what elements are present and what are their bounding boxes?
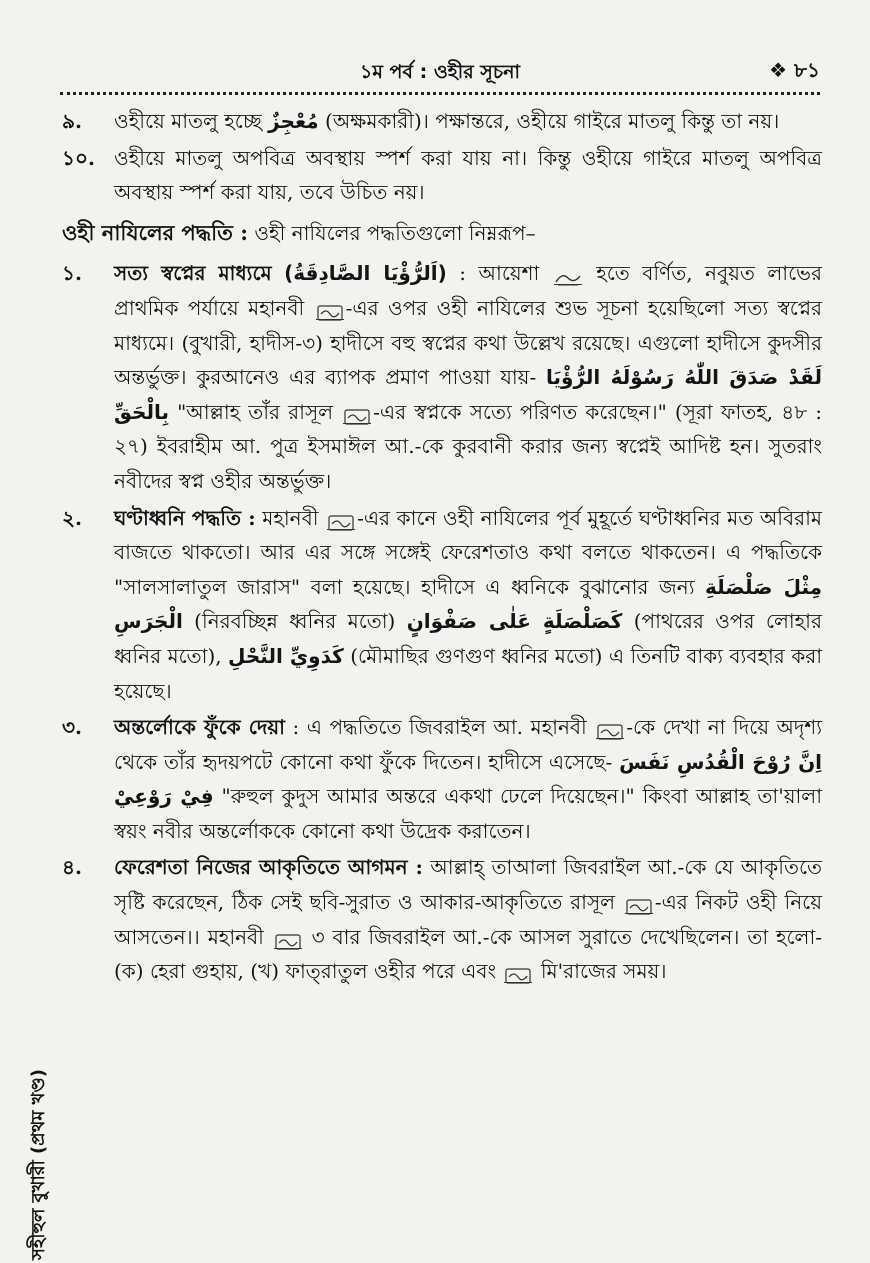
header-dotted-rule xyxy=(60,92,820,95)
chapter-title: ১ম পর্ব : ওহীর সূচনা xyxy=(360,61,520,83)
method-item-2 xyxy=(62,501,822,709)
arabic-text: كَصَلْصَلَةٍ عَلٰى صَفْوَانٍ xyxy=(406,609,623,634)
arabic-text: (اَلرُّؤْيَا الصَّادِقَةُ) xyxy=(284,261,447,286)
item-number: ১. xyxy=(62,261,82,286)
page-number: ❖ ৮১ xyxy=(769,58,820,82)
text-run: (নিরবচ্ছিন্ন ধ্বনির মতো) xyxy=(182,609,407,634)
text-run: -কে দেখা না দিয়ে অদৃশ্য থেকে তাঁর হৃদয়পটে কোনো কথা ফুঁকে দিতেন। হাদীসে এসেছে- xyxy=(114,715,822,774)
list-item-10 xyxy=(62,141,822,210)
text-run: -এর কানে ওহী নাযিলের পূর্ব মুহূর্তে ঘণ্টাধ্বনির মত অবিরাম বাজতে থাকতো। আর এর সঙ্গে সঙ্গেই ফেরেশতাও কথা বলতে থাকতেন। এ পদ্ধতিকে "সালসালাতুল জারাস" বলা হয়েছে। হাদীসে এ ধ্বনিকে বুঝানোর জন্য xyxy=(114,505,822,599)
item-text xyxy=(114,104,822,139)
text-run: হতে বর্ণিত, নবুয়ত লাভের প্রাথমিক পর্যায়ে মহানবী xyxy=(114,261,823,320)
arabic-text: مُعْجِزٌ xyxy=(268,109,319,133)
text-run: (পাথরের ওপর লোহার ধ্বনির মতো), xyxy=(114,609,822,668)
book-title-vertical: সহীহুল বুখারী (প্রথম খণ্ড) xyxy=(28,1069,49,1260)
item-text xyxy=(114,850,822,988)
item-number: ৩. xyxy=(62,715,82,740)
page-content xyxy=(62,104,822,989)
item-number: ১০. xyxy=(62,145,95,170)
text-run: (মৌমাছির গুণগুণ ধ্বনির মতো) এ তিনটি বাক্য ব্যবহার করা হয়েছে। xyxy=(114,643,822,703)
text-run: : আয়েশা xyxy=(446,261,552,286)
arabic-text: مِثْلَ صَلْصَلَةِ الْجَرَسِ xyxy=(114,574,822,634)
method-heading: অন্তর্লোকে ফুঁকে দেয়া xyxy=(114,715,285,740)
salallahu-alaihi-wasallam-seal-icon xyxy=(316,299,344,320)
salallahu-alaihi-wasallam-seal-icon xyxy=(625,893,653,914)
section-text: ওহী নাযিলের পদ্ধতিগুলো নিম্নরূপ– xyxy=(247,220,536,245)
list-item-9 xyxy=(62,104,822,139)
page-header xyxy=(60,52,820,92)
salallahu-alaihi-wasallam-seal-icon xyxy=(274,928,302,949)
method-item-4 xyxy=(62,850,822,988)
side-margin-label xyxy=(6,1069,49,1260)
method-heading: ঘণ্টাধ্বনি পদ্ধতি : xyxy=(114,505,256,530)
text-run: -এর নিকট ওহী নিয়ে আসতেন।। মহানবী xyxy=(114,890,822,949)
text-run: -এর ওপর ওহী নাযিলের শুভ সূচনা হয়েছিলো সত্য স্বপ্নের মাধ্যমে। (বুখারী, হাদীস-৩) হাদীসে বহু স্বপ্নের কথা উল্লেখ রয়েছে। এগুলো হাদীসে কুদসীর অন্তর্ভুক্ত। কুরআনেও এর ব্যাপক প্রমাণ পাওয়া যায়- xyxy=(114,295,822,390)
salallahu-alaihi-wasallam-seal-icon xyxy=(327,509,355,530)
method-item-3 xyxy=(62,710,822,848)
method-heading: ফেরেশতা নিজের আকৃতিতে আগমন : xyxy=(114,855,423,880)
item-text xyxy=(114,256,822,498)
section-heading xyxy=(62,216,822,251)
arabic-text: كَدَوِيِّ النَّحْلِ xyxy=(228,643,344,668)
item-text: ওহীয়ে মাতলু অপবিত্র অবস্থায় স্পর্শ করা যায় না। কিন্তু ওহীয়ে গাইরে মাতলু অপবিত্র অবস্থায় স্পর্শ করা যায়, তবে উচিত নয়। xyxy=(114,145,822,205)
item-number: ৪. xyxy=(62,855,82,880)
radiyallahu-anha-seal-icon xyxy=(554,264,582,285)
text-run: : এ পদ্ধতিতে জিবরাইল আ. মহানবী xyxy=(284,715,595,740)
text-run: আল্লাহ্ তাআলা জিবরাইল আ.-কে যে আকৃতিতে সৃষ্টি করেছেন, ঠিক সেই ছবি-সুরাত ও আকার-আকৃতিতে রাসূল xyxy=(114,855,822,915)
section-title: ওহী নাযিলের পদ্ধতি : xyxy=(62,219,248,245)
item-text xyxy=(114,501,822,709)
salallahu-alaihi-wasallam-seal-icon xyxy=(596,718,624,739)
method-heading: সত্য স্বপ্নের মাধ্যমে xyxy=(114,261,272,286)
text-run: "আল্লাহ তাঁর রাসূল xyxy=(168,399,342,424)
text-run: (অক্ষমকারী)। পক্ষান্তরে, ওহীয়ে গাইরে মাতলু কিন্তু তা নয়। xyxy=(318,109,780,133)
text-run: মহানবী xyxy=(255,505,326,530)
item-text xyxy=(114,710,822,848)
method-item-1 xyxy=(62,256,822,498)
text-run: মি'রাজের সময়। xyxy=(534,959,667,984)
text-run: "রুহুল কুদুস আমার অন্তরে একথা ঢেলে দিয়েছেন।" কিংবা আল্লাহ তা'য়ালা স্বয়ং নবীর অন্তর্লোককে কোনো কথা উদ্রেক করাতেন। xyxy=(114,784,823,843)
item-number: ৯. xyxy=(62,109,82,133)
salallahu-alaihi-wasallam-seal-icon xyxy=(343,403,371,424)
arabic-text: لَقَدْ صَدَقَ اللّٰهُ رَسُوْلَهُ الرُّؤْيَا بِالْحَقِّ xyxy=(114,365,823,424)
item-number: ২. xyxy=(62,505,82,530)
text-run: ৩ বার জিবরাইল আ.-কে আসল সুরাতে দেখেছিলেন। তা হলো- (ক) হেরা গুহায়, (খ) ফাত্‌রাতুল ওহীর পরে এবং xyxy=(114,924,823,984)
text-run: ওহীয়ে মাতলু হচ্ছে xyxy=(114,109,269,133)
arabic-text: اِنَّ رُوْحَ الْقُدُسِ نَفَسَ فِيْ رَوْعِيْ xyxy=(114,749,822,809)
salallahu-alaihi-wasallam-seal-icon xyxy=(504,962,532,983)
text-run: -এর স্বপ্নকে সত্যে পরিণত করেছেন।" (সূরা ফাতহ, ৪৮ : ২৭) ইবরাহীম আ. পুত্র ইসমাঈল আ.-কে কুরবানী করার জন্য স্বপ্নেই আদিষ্ট হন। সুতরাং নবীদের স্বপ্ন ওহীর অন্তর্ভুক্ত। xyxy=(114,399,823,493)
